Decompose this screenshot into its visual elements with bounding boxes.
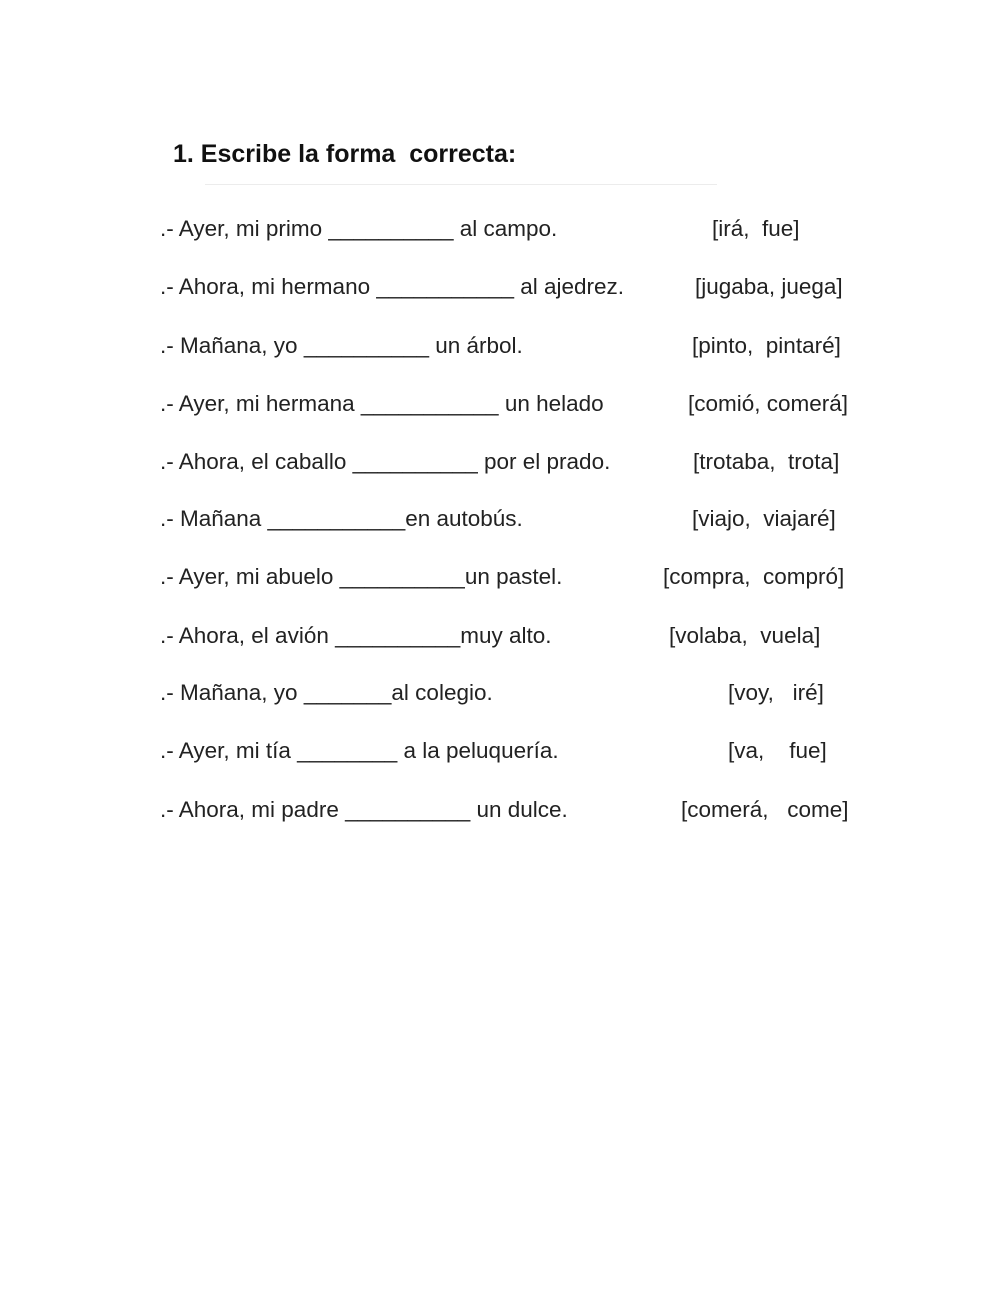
- item-sentence: .- Ahora, el caballo __________ por el prado.: [160, 449, 611, 474]
- item-options: [viajo, viajaré]: [692, 506, 836, 531]
- exercise-item: [0, 328, 1000, 364]
- exercise-title: 1. Escribe la forma correcta:: [173, 140, 517, 168]
- item-options: [jugaba, juega]: [695, 274, 843, 299]
- item-sentence: .- Ayer, mi primo __________ al campo.: [160, 216, 558, 241]
- item-options: [voy, iré]: [728, 680, 824, 705]
- exercise-item: [0, 501, 1000, 537]
- exercise-item: [0, 444, 1000, 480]
- exercise-item: [0, 675, 1000, 711]
- item-options: [volaba, vuela]: [669, 623, 821, 648]
- exercise-item: [0, 559, 1000, 595]
- exercise-item: [0, 733, 1000, 769]
- item-sentence: .- Ahora, el avión __________muy alto.: [160, 623, 552, 648]
- exercise-item: [0, 618, 1000, 654]
- item-options: [irá, fue]: [712, 216, 800, 241]
- item-options: [trotaba, trota]: [693, 449, 840, 474]
- item-sentence: .- Ayer, mi hermana ___________ un helado: [160, 391, 604, 416]
- item-options: [comerá, come]: [681, 797, 849, 822]
- exercise-item: [0, 792, 1000, 828]
- item-options: [compra, compró]: [663, 564, 845, 589]
- item-sentence: .- Mañana ___________en autobús.: [160, 506, 523, 531]
- item-sentence: .- Mañana, yo __________ un árbol.: [160, 333, 523, 358]
- exercise-item: [0, 211, 1000, 247]
- item-sentence: .- Ahora, mi hermano ___________ al ajedrez.: [160, 274, 625, 299]
- item-sentence: .- Mañana, yo _______al colegio.: [160, 680, 493, 705]
- item-options: [comió, comerá]: [688, 391, 849, 416]
- item-options: [va, fue]: [728, 738, 827, 763]
- exercise-item: [0, 269, 1000, 305]
- exercise-item: [0, 386, 1000, 422]
- item-sentence: .- Ayer, mi tía ________ a la peluquería.: [160, 738, 559, 763]
- item-sentence: .- Ayer, mi abuelo __________un pastel.: [160, 564, 563, 589]
- item-options: [pinto, pintaré]: [692, 333, 841, 358]
- divider: [205, 184, 717, 185]
- item-sentence: .- Ahora, mi padre __________ un dulce.: [160, 797, 568, 822]
